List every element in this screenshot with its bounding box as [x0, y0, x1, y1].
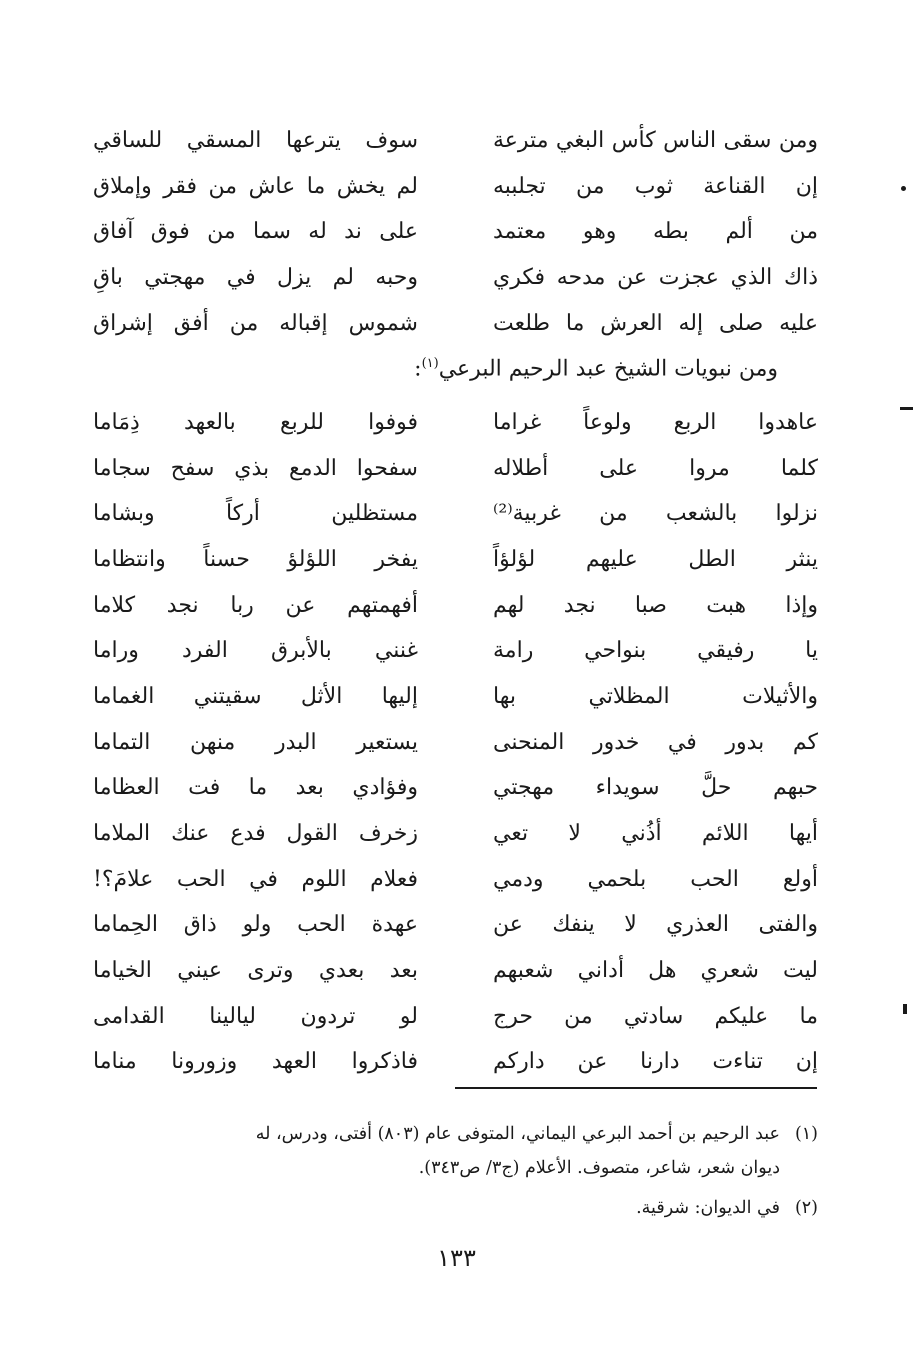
- footnote-1: [98, 1124, 818, 1144]
- verse-first-hemistich: عليه صلى إله العرش ما طلعت: [493, 310, 818, 336]
- verse-second-hemistich: غنني بالأبرق الفرد وراما: [93, 638, 418, 664]
- verse-line: [93, 537, 818, 583]
- verse-second-hemistich: شموس إقباله من أفق إشراق: [93, 310, 418, 336]
- verse-second-hemistich: على ند له سما من فوق آفاق: [93, 219, 418, 245]
- footnote-1-line-1: عبد الرحيم بن أحمد البرعي اليماني، المتوفى عام (٨٠٣) أفتى، ودرس، له: [255, 1124, 780, 1144]
- verse-second-hemistich: فاذكروا العهد وزورونا مناما: [93, 1049, 418, 1075]
- verse-second-hemistich: سوف يترعها المسقي للساقي: [93, 127, 418, 153]
- verse-line: [93, 674, 818, 720]
- intro-colon: :: [414, 356, 422, 382]
- verse-first-hemistich: وإذا هبت صبا نجد لهم: [493, 592, 818, 618]
- verse-line: [93, 720, 818, 766]
- verse-line: [93, 948, 818, 994]
- verse-second-hemistich: لو تردون ليالينا القدامى: [93, 1003, 418, 1029]
- footnote-2: [98, 1198, 818, 1218]
- footnote-1-number: (١): [794, 1124, 818, 1144]
- poem-top: [93, 118, 818, 346]
- verse-second-hemistich: مستظلين أركاً وبشاما: [93, 501, 418, 527]
- margin-mark: [903, 1004, 907, 1014]
- verse-first-hemistich: ما عليكم سادتي من حرج: [493, 1003, 818, 1029]
- verse-line: [93, 491, 818, 537]
- verse-line: [93, 164, 818, 210]
- verse-first-hemistich: أولع الحب بلحمي ودمي: [493, 866, 818, 892]
- verse-line: [93, 811, 818, 857]
- verse-first-hemistich: والأثيلات المظلاتي بها: [493, 683, 818, 709]
- verse-second-hemistich: أفهمتهم عن ربا نجد كلاما: [93, 592, 418, 618]
- margin-mark: [901, 186, 906, 191]
- verse-first-hemistich: كلما مروا على أطلاله: [493, 455, 818, 481]
- verse-first-hemistich: إن القناعة ثوب من تجلببه: [493, 173, 818, 199]
- verse-line: [93, 583, 818, 629]
- footnote-2-number: (٢): [794, 1198, 818, 1218]
- verse-line: [93, 209, 818, 255]
- verse-line: [93, 857, 818, 903]
- footnote-2-text: في الديوان: شرقية.: [636, 1198, 780, 1218]
- intro-note-ref: (١): [421, 356, 439, 371]
- verse-first-hemistich: ينثر الطل عليهم لؤلؤاً: [493, 546, 818, 572]
- verse-second-hemistich: لم يخش ما عاش من فقر وإملاق: [93, 173, 418, 199]
- footnote-1-continued: [98, 1158, 780, 1178]
- footnote-rule: [455, 1087, 817, 1089]
- verse-second-hemistich: يفخر اللؤلؤ حسناً وانتظاما: [93, 546, 418, 572]
- verse-line: [93, 118, 818, 164]
- margin-mark: [900, 407, 913, 410]
- verse-second-hemistich: وفؤادي بعد ما فت العظاما: [93, 775, 418, 801]
- verse-line: [93, 994, 818, 1040]
- verse-first-hemistich: نزلوا بالشعب من غربية⁽²⁾: [493, 501, 818, 527]
- verse-first-hemistich: من ألم بطه وهو معتمد: [493, 219, 818, 245]
- verse-line: [93, 446, 818, 492]
- verse-first-hemistich: يا رفيقي بنواحي رامة: [493, 638, 818, 664]
- verse-line: [93, 255, 818, 301]
- verse-second-hemistich: زخرف القول فدع عنك الملاما: [93, 821, 418, 847]
- poem-bottom: [93, 400, 818, 1085]
- verse-first-hemistich: ليت شعري هل أداني شعبهم: [493, 958, 818, 984]
- verse-second-hemistich: فعلام اللوم في الحب علامَ؟!: [93, 866, 418, 892]
- verse-first-hemistich: ذاك الذي عجزت عن مدحه فكري: [493, 264, 818, 290]
- verse-second-hemistich: فوفوا للربع بالعهد ذِمَاما: [93, 409, 418, 435]
- footnote-1-line-2: ديوان شعر، شاعر، متصوف. الأعلام (ج٣/ ص٣٤٣).: [418, 1158, 780, 1178]
- verse-line: [93, 766, 818, 812]
- verse-first-hemistich: ومن سقى الناس كأس البغي مترعة: [493, 127, 818, 153]
- verse-line: [93, 301, 818, 347]
- verse-first-hemistich: حبهم حلَّ سويداء مهجتي: [493, 775, 818, 801]
- verse-first-hemistich: والفتى العذري لا ينفك عن: [493, 912, 818, 938]
- verse-second-hemistich: بعد بعدي وترى عيني الخياما: [93, 958, 418, 984]
- verse-second-hemistich: سفحوا الدمع بذي سفح سجاما: [93, 455, 418, 481]
- verse-second-hemistich: يستعير البدر منهن التماما: [93, 729, 418, 755]
- verse-line: [93, 903, 818, 949]
- verse-first-hemistich: أيها اللائم أذُني لا تعي: [493, 821, 818, 847]
- verse-line: [93, 400, 818, 446]
- verse-second-hemistich: عهدة الحب ولو ذاق الحِماما: [93, 912, 418, 938]
- intro-text: ومن نبويات الشيخ عبد الرحيم البرعي: [438, 356, 778, 382]
- verse-line: [93, 1040, 818, 1086]
- verse-first-hemistich: إن تناءت دارنا عن داركم: [493, 1049, 818, 1075]
- verse-second-hemistich: إليها الأثل سقيتني الغماما: [93, 683, 418, 709]
- verse-line: [93, 628, 818, 674]
- verse-first-hemistich: عاهدوا الربع ولوعاً غراما: [493, 409, 818, 435]
- verse-second-hemistich: وحبه لم يزل في مهجتي باقِ: [93, 264, 418, 290]
- page-number: ١٣٣: [437, 1244, 476, 1272]
- section-intro: [414, 356, 778, 381]
- verse-first-hemistich: كم بدور في خدور المنحنى: [493, 729, 818, 755]
